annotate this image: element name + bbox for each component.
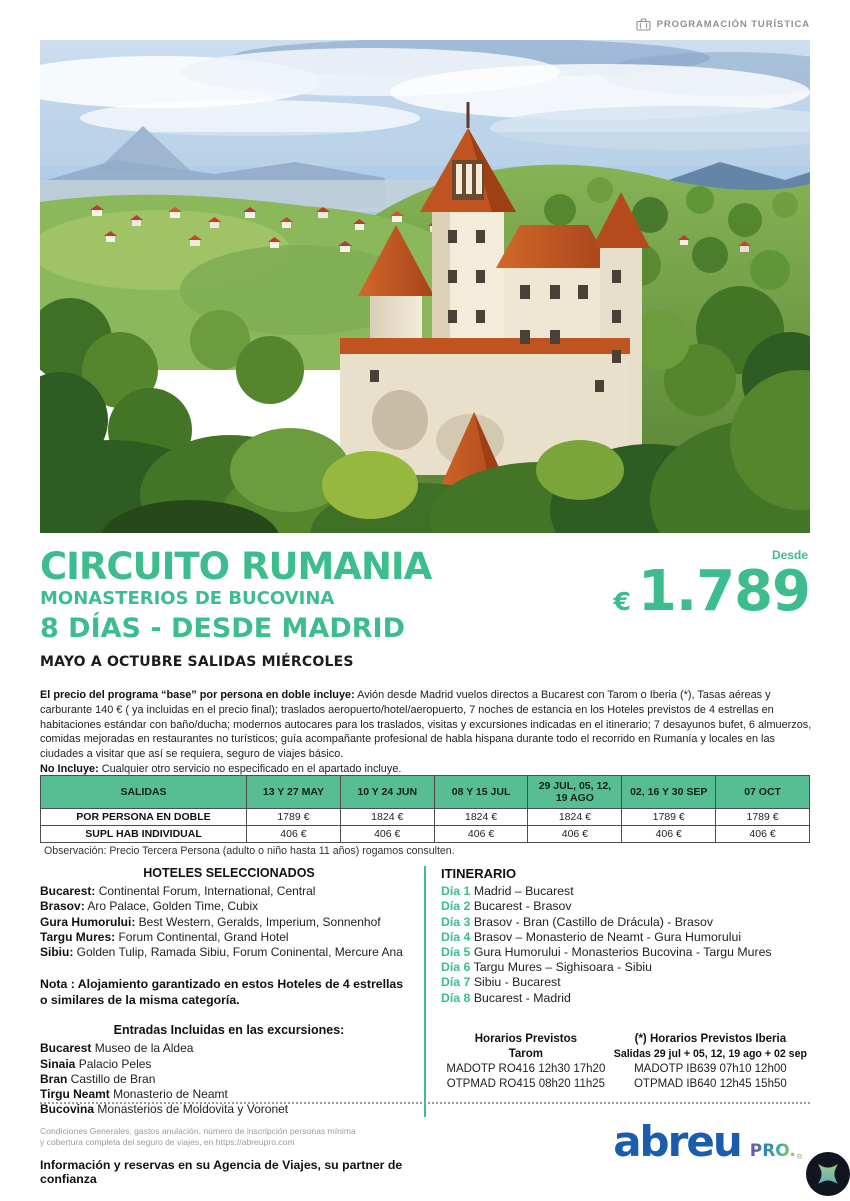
table-row	[41, 809, 810, 826]
price-cell: 406 €	[340, 826, 434, 843]
day-route: Gura Humorului - Monasterios Bucovina - Targu Mures	[470, 945, 772, 960]
row-label-doble: POR PERSONA EN DOBLE	[41, 809, 247, 826]
itinerary-day	[441, 945, 810, 960]
title-block	[40, 546, 580, 670]
day-label: Día 1	[441, 884, 471, 899]
entrada-place: Bucarest	[40, 1041, 92, 1056]
footer-info-line: Información y reservas en su Agencia de Viajes, su partner de confianza	[40, 1158, 403, 1186]
itinerary-day	[441, 930, 810, 945]
includes-label: El precio del programa “base” por persona en doble incluye:	[40, 689, 355, 701]
abreu-pro-logo	[613, 1117, 802, 1166]
day-label: Día 3	[441, 914, 471, 929]
iberia-flight-out: MADOTP IB639 07h10 12h00	[634, 1062, 787, 1075]
pro-wordmark: PRO.	[749, 1141, 796, 1161]
day-label: Día 5	[441, 945, 471, 960]
itinerary-day	[441, 960, 810, 975]
itinerary-day	[441, 975, 810, 990]
entrada-item	[40, 1072, 418, 1087]
day-route: Sibiu - Bucarest	[470, 975, 561, 990]
day-label: Día 8	[441, 990, 471, 1005]
table-row	[41, 826, 810, 843]
star-badge-icon	[806, 1152, 850, 1196]
header-jun: 10 Y 24 JUN	[340, 776, 434, 809]
hotels-note	[40, 977, 418, 1008]
price-cell: 1824 €	[528, 809, 622, 826]
price-amount: 1.789	[637, 559, 810, 624]
topbar	[636, 18, 810, 31]
duration-line: 8 DÍAS - DESDE MADRID	[40, 613, 405, 644]
price-cell: 1789 €	[716, 809, 810, 826]
corner-star-badge	[806, 1152, 850, 1196]
price-cell: 406 €	[622, 826, 716, 843]
not-includes-label: No Incluye:	[40, 762, 99, 775]
entradas-heading: Entradas Incluidas en las excursiones:	[113, 1023, 345, 1038]
iberia-subtitle: Salidas 29 jul + 05, 12, 19 ago + 02 sep	[613, 1047, 807, 1060]
hotel-names: Forum Continental, Grand Hotel	[115, 929, 289, 944]
conditions-line2: y cobertura completa del seguro de viajes, en https://abreupro.com	[40, 1137, 295, 1147]
tarom-flight-return: OTPMAD RO415 08h20 11h25	[446, 1077, 606, 1090]
entrada-place: Bran	[40, 1071, 68, 1086]
hotel-names: Continental Forum, International, Central	[95, 884, 316, 899]
hotel-city: Bucarest:	[40, 884, 96, 899]
day-route: Bucarest - Madrid	[470, 990, 571, 1005]
entrada-detail: Monasterio de Neamt	[109, 1087, 228, 1102]
itinerary-day	[441, 991, 810, 1006]
hotel-item	[40, 930, 418, 945]
hotel-item	[40, 899, 418, 914]
page-title: CIRCUITO RUMANIA	[40, 545, 432, 588]
entrada-place: Sinaia	[40, 1056, 76, 1071]
abreu-wordmark: abreu	[613, 1117, 741, 1166]
entrada-item	[40, 1041, 418, 1056]
price-cell: 406 €	[434, 826, 528, 843]
bran-castle-illustration	[40, 40, 810, 533]
briefcase-icon	[636, 18, 651, 31]
day-route: Madrid – Bucarest	[470, 884, 574, 899]
hotels-note-line2: o similares de la misma categoría.	[40, 992, 240, 1007]
price-cell: 406 €	[716, 826, 810, 843]
day-route: Brasov – Monasterio de Neamt - Gura Humorului	[470, 929, 742, 944]
entrada-detail: Palacio Peles	[75, 1056, 152, 1071]
page-subtitle: MONASTERIOS DE BUCOVINA	[40, 588, 335, 609]
entrada-detail: Museo de la Aldea	[91, 1041, 194, 1056]
entrada-item	[40, 1087, 418, 1102]
details-section	[40, 866, 810, 1117]
footer-conditions	[40, 1126, 460, 1186]
hotel-item	[40, 945, 418, 960]
price-cell: 406 €	[247, 826, 341, 843]
entrada-place: Bucovina	[40, 1102, 95, 1117]
hotels-note-line1: Nota : Alojamiento garantizado en estos Hoteles de 4 estrellas	[40, 977, 404, 992]
tarom-airline: Tarom	[508, 1047, 544, 1060]
header-jul: 08 Y 15 JUL	[434, 776, 528, 809]
hotel-names: Best Western, Geralds, Imperium, Sonnenhof	[135, 914, 381, 929]
hotels-column	[40, 866, 418, 1117]
hotel-names: Golden Tulip, Ramada Sibiu, Forum Coninental, Mercure Ana	[73, 945, 403, 960]
tarom-flight-out: MADOTP RO416 12h30 17h20	[446, 1062, 606, 1075]
day-label: Día 7	[441, 975, 471, 990]
iberia-schedule	[611, 1032, 810, 1092]
departures-price-table	[40, 775, 810, 843]
season-line: MAYO A OCTUBRE SALIDAS MIÉRCOLES	[40, 654, 354, 670]
price-cell: 1789 €	[247, 809, 341, 826]
dotted-divider	[40, 1102, 810, 1104]
price-cell: 406 €	[528, 826, 622, 843]
observation-note: Observación: Precio Tercera Persona (adulto o niño hasta 11 años) rogamos consulten.	[44, 845, 455, 857]
price-from-label: Desde	[771, 548, 808, 562]
hotel-city: Gura Humorului:	[40, 914, 136, 929]
day-label: Día 2	[441, 899, 471, 914]
conditions-line1: Condiciones Generales, gastos anulación, número de inscripción personas mínima	[40, 1126, 356, 1136]
day-route: Targu Mures – Sighisoara - Sibiu	[470, 960, 652, 975]
hero-image-bran-castle	[40, 40, 810, 533]
entrada-place: Tirgu Neamt	[40, 1087, 110, 1102]
includes-paragraph	[40, 688, 812, 762]
itinerary-day	[441, 899, 810, 914]
currency-symbol: €	[613, 587, 631, 616]
price-cell: 1824 €	[340, 809, 434, 826]
registered-mark: ®	[796, 1154, 802, 1161]
entrada-item	[40, 1057, 418, 1072]
header-oct: 07 OCT	[716, 776, 810, 809]
header-salidas: SALIDAS	[41, 776, 247, 809]
itinerary-day	[441, 884, 810, 899]
price-block	[613, 548, 810, 624]
entrada-detail: Monasterios de Moldovita y Voronet	[94, 1102, 289, 1117]
hotel-item	[40, 915, 418, 930]
header-sep: 02, 16 Y 30 SEP	[622, 776, 716, 809]
itinerary-column	[426, 866, 810, 1117]
hotel-names: Aro Palace, Golden Time, Cubix	[84, 899, 259, 914]
day-label: Día 4	[441, 929, 471, 944]
iberia-flight-return: OTPMAD IB640 12h45 15h50	[633, 1077, 787, 1090]
day-route: Bucarest - Brasov	[470, 899, 572, 914]
entrada-detail: Castillo de Bran	[67, 1071, 156, 1086]
topbar-label: PROGRAMACIÓN TURÍSTICA	[656, 19, 810, 30]
hotel-city: Targu Mures:	[40, 929, 116, 944]
hotel-city: Sibiu:	[40, 945, 74, 960]
day-label: Día 6	[441, 960, 471, 975]
table-header-row	[41, 776, 810, 809]
entrada-item	[40, 1102, 418, 1117]
price-cell: 1824 €	[434, 809, 528, 826]
tarom-title: Horarios Previstos	[474, 1032, 577, 1045]
day-route: Brasov - Bran (Castillo de Drácula) - Brasov	[470, 914, 714, 929]
includes-text: Avión desde Madrid vuelos directos a Bucarest con Tarom o Iberia (*), Tasas aéreas y carburante 140 € ( ya incluidas en el precio final); traslados aeropuerto/hotel/aeropuerto, 7 noches de estancia en los Hoteles previstos de 4 estrellas en habitaciones estándar con baño/ducha; modernos autocares para los traslados, visitas y excursiones indicadas en el itinerario; 7 desayunos bufet, 6 almuerzos, comidas mejoradas en restaurantes no turísticos; guía acompañante profesional de habla hispana durante todo el recorrido en Rumanía y locales en las ciudades a visitar que así se requiera, seguro de viajes básico.	[40, 689, 812, 761]
not-includes-text: Cualquier otro servicio no especificado en el apartado incluye.	[98, 762, 402, 775]
hotels-heading: HOTELES SELECCIONADOS	[143, 866, 315, 880]
itinerary-heading: ITINERARIO	[441, 866, 517, 881]
itinerary-day	[441, 915, 810, 930]
row-label-individual: SUPL HAB INDIVIDUAL	[41, 826, 247, 843]
header-may: 13 Y 27 MAY	[247, 776, 341, 809]
hotel-item	[40, 884, 418, 899]
iberia-title: (*) Horarios Previstos Iberia	[634, 1032, 787, 1045]
flight-schedules	[441, 1032, 810, 1092]
program-description	[40, 688, 812, 777]
price-cell: 1789 €	[622, 809, 716, 826]
header-ago: 29 JUL, 05, 12, 19 AGO	[528, 776, 622, 809]
hotel-city: Brasov:	[40, 899, 85, 914]
tarom-schedule	[441, 1032, 611, 1092]
